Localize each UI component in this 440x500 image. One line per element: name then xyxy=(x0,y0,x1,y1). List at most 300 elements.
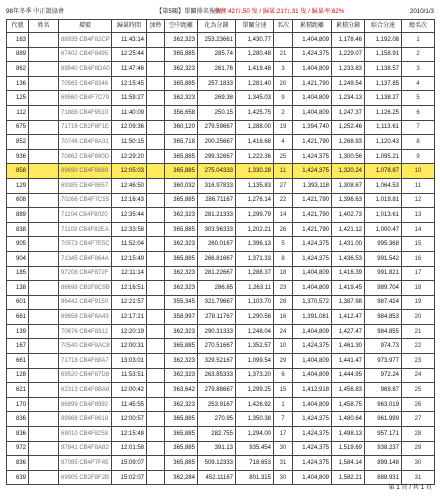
cell-time: 12:01:58 xyxy=(112,441,147,456)
cell-distance: 362,323 xyxy=(165,354,198,369)
cell-rank: 16 xyxy=(274,310,293,325)
cell-distance: 365,885 xyxy=(165,441,198,456)
cell-overall-rank: 28 xyxy=(402,427,435,442)
cell-code: 139 xyxy=(7,324,29,339)
cell-add-sec xyxy=(147,441,165,456)
cell-ring: 71104 CB4F8020 xyxy=(59,208,112,223)
cell-name xyxy=(29,470,59,485)
cell-rank: 25 xyxy=(274,149,293,164)
page-footer: 第 1 頁 / 共 1 頁 xyxy=(388,484,432,491)
cell-add-sec xyxy=(147,120,165,135)
cell-overall-speed: 969.87 xyxy=(365,383,402,398)
col-header-overall-speed: 綜合分速 xyxy=(365,20,402,33)
cell-time: 15:02:07 xyxy=(112,470,147,485)
table-row xyxy=(7,47,435,62)
cell-minutes: 200.25667 xyxy=(198,135,236,150)
cell-add-sec xyxy=(147,178,165,193)
cell-ring: 62313 CB4F8BA8 xyxy=(59,383,112,398)
col-header-minutes: 化為分鐘 xyxy=(198,20,236,33)
cell-cum-minutes: 1,461.30 xyxy=(332,339,365,354)
cell-overall-speed: 991.542 xyxy=(365,251,402,266)
cell-cum-distance: 1,412,918 xyxy=(293,383,332,398)
cell-overall-speed: 984.853 xyxy=(365,310,402,325)
cell-rank: 1 xyxy=(274,397,293,412)
cell-add-sec xyxy=(147,470,165,485)
cell-time: 12:21:57 xyxy=(112,295,147,310)
cell-code: 136 xyxy=(7,76,29,91)
cell-name xyxy=(29,397,59,412)
cell-cum-minutes: 1,480.64 xyxy=(332,412,365,427)
cell-cum-minutes: 1,444.95 xyxy=(332,368,365,383)
cell-overall-speed: 984.855 xyxy=(365,324,402,339)
cell-overall-speed: 1,137.85 xyxy=(365,76,402,91)
cell-cum-minutes: 1,300.56 xyxy=(332,149,365,164)
cell-add-sec xyxy=(147,76,165,91)
cell-time: 12:00:57 xyxy=(112,412,147,427)
cell-ring: 69010 CB4F8258 xyxy=(59,427,112,442)
cell-time: 12:15:49 xyxy=(112,251,147,266)
cell-ring: 71716 CB2F8F1E xyxy=(59,120,112,135)
cell-overall-speed: 1,138.27 xyxy=(365,91,402,106)
cell-code: 862 xyxy=(7,62,29,77)
cell-ring: 69658 CB4F8A43 xyxy=(59,310,112,325)
cell-cum-distance: 1,421,790 xyxy=(293,76,332,91)
cell-minutes: 329.52167 xyxy=(198,354,236,369)
cell-cum-minutes: 1,458.75 xyxy=(332,397,365,412)
cell-distance: 360,032 xyxy=(165,178,198,193)
cell-add-sec xyxy=(147,135,165,150)
cell-ring: 70573 CB4F7E5C xyxy=(59,237,112,252)
cell-distance: 365,885 xyxy=(165,412,198,427)
cell-distance: 363,642 xyxy=(165,383,198,398)
cell-overall-rank: 10 xyxy=(402,164,435,179)
cell-time: 12:11:14 xyxy=(112,266,147,281)
cell-time: 12:29:20 xyxy=(112,149,147,164)
cell-overall-speed: 1,078.87 xyxy=(365,164,402,179)
cell-time: 12:46:50 xyxy=(112,178,147,193)
table-row xyxy=(7,193,435,208)
cell-distance: 365,885 xyxy=(165,47,198,62)
table-row xyxy=(7,310,435,325)
cell-distance: 356,658 xyxy=(165,105,198,120)
cell-overall-speed: 961.999 xyxy=(365,412,402,427)
cell-overall-speed: 1,000.47 xyxy=(365,222,402,237)
cell-overall-rank: 22 xyxy=(402,339,435,354)
cell-rank: 10 xyxy=(274,339,293,354)
cell-code: 128 xyxy=(7,368,29,383)
cell-time: 11:43:14 xyxy=(112,33,147,48)
cell-speed: 1,416.68 xyxy=(236,135,274,150)
table-row xyxy=(7,33,435,48)
cell-overall-speed: 974.73 xyxy=(365,339,402,354)
cell-minutes: 266.81667 xyxy=(198,251,236,266)
cell-code: 905 xyxy=(7,237,29,252)
cell-overall-speed: 1,113.61 xyxy=(365,120,402,135)
cell-cum-minutes: 1,320.24 xyxy=(332,164,365,179)
cell-add-sec xyxy=(147,251,165,266)
cell-time: 12:33:58 xyxy=(112,222,147,237)
cell-rank: 5 xyxy=(274,237,293,252)
cell-cum-minutes: 1,233.83 xyxy=(332,62,365,77)
cell-cum-minutes: 1,421.12 xyxy=(332,222,365,237)
cell-overall-rank: 16 xyxy=(402,251,435,266)
cell-cum-minutes: 1,402.73 xyxy=(332,208,365,223)
table-row xyxy=(7,76,435,91)
cell-overall-rank: 20 xyxy=(402,310,435,325)
cell-name xyxy=(29,383,59,398)
cell-add-sec xyxy=(147,237,165,252)
cell-distance: 365,718 xyxy=(165,135,198,150)
cell-cum-distance: 1,404,809 xyxy=(293,62,332,77)
cell-add-sec xyxy=(147,164,165,179)
cell-overall-speed: 938.237 xyxy=(365,441,402,456)
cell-name xyxy=(29,324,59,339)
cell-overall-rank: 25 xyxy=(402,383,435,398)
cell-cum-distance: 1,421,790 xyxy=(293,208,332,223)
cell-time: 12:20:19 xyxy=(112,324,147,339)
table-row xyxy=(7,295,435,310)
cell-time: 12:00:31 xyxy=(112,339,147,354)
cell-minutes: 270.95 xyxy=(198,412,236,427)
cell-ring: 69905 CB2F8F2B xyxy=(59,470,112,485)
cell-time: 12:15:45 xyxy=(112,76,147,91)
cell-minutes: 282.755 xyxy=(198,427,236,442)
cell-name xyxy=(29,91,59,106)
cell-overall-rank: 31 xyxy=(402,470,435,485)
cell-time: 12:25:44 xyxy=(112,47,147,62)
cell-minutes: 263.85333 xyxy=(198,368,236,383)
table-row xyxy=(7,427,435,442)
cell-cum-distance: 1,404,809 xyxy=(293,281,332,296)
cell-distance: 362,323 xyxy=(165,397,198,412)
cell-name xyxy=(29,456,59,471)
cell-name xyxy=(29,222,59,237)
report-date: 2010/1/3 xyxy=(409,8,434,15)
cell-rank: 29 xyxy=(274,354,293,369)
cell-overall-rank: 2 xyxy=(402,47,435,62)
table-row xyxy=(7,441,435,456)
cell-time: 11:59:27 xyxy=(112,91,147,106)
cell-add-sec xyxy=(147,281,165,296)
cell-name xyxy=(29,412,59,427)
cell-time: 12:00:42 xyxy=(112,383,147,398)
cell-speed: 1,263.11 xyxy=(236,281,274,296)
cell-speed: 1,352.57 xyxy=(236,339,274,354)
cell-cum-distance: 1,424,375 xyxy=(293,427,332,442)
cell-cum-minutes: 1,431.00 xyxy=(332,237,365,252)
cell-name xyxy=(29,76,59,91)
cell-overall-rank: 29 xyxy=(402,441,435,456)
cell-code: 167 xyxy=(7,339,29,354)
cell-add-sec xyxy=(147,383,165,398)
cell-distance: 365,885 xyxy=(165,339,198,354)
cell-minutes: 250.15 xyxy=(198,105,236,120)
cell-overall-rank: 9 xyxy=(402,149,435,164)
cell-overall-rank: 1 xyxy=(402,33,435,48)
cell-overall-rank: 11 xyxy=(402,178,435,193)
cell-ring: 97085 CB4F7F45 xyxy=(59,456,112,471)
cell-add-sec xyxy=(147,208,165,223)
cell-cum-minutes: 1,247.37 xyxy=(332,105,365,120)
cell-cum-minutes: 1,582.21 xyxy=(332,470,365,485)
cell-cum-minutes: 1,584.14 xyxy=(332,456,365,471)
cell-code: 836 xyxy=(7,456,29,471)
cell-cum-distance: 1,404,809 xyxy=(293,91,332,106)
cell-overall-rank: 3 xyxy=(402,62,435,77)
cell-cum-distance: 1,394,740 xyxy=(293,120,332,135)
cell-overall-speed: 973.977 xyxy=(365,354,402,369)
cell-overall-rank: 4 xyxy=(402,76,435,91)
cell-cum-minutes: 1,252.46 xyxy=(332,120,365,135)
cell-code: 852 xyxy=(7,135,29,150)
cell-distance: 360,120 xyxy=(165,120,198,135)
cell-add-sec xyxy=(147,456,165,471)
table-row xyxy=(7,354,435,369)
cell-overall-rank: 15 xyxy=(402,237,435,252)
cell-overall-rank: 18 xyxy=(402,281,435,296)
table-row xyxy=(7,222,435,237)
cell-distance: 365,885 xyxy=(165,427,198,442)
cell-ring: 70862 CB4F890D xyxy=(59,149,112,164)
cell-speed: 1,426.92 xyxy=(236,397,274,412)
cell-minutes: 285.74 xyxy=(198,47,236,62)
cell-distance: 362,323 xyxy=(165,208,198,223)
report-header xyxy=(6,7,436,17)
cell-overall-rank: 23 xyxy=(402,354,435,369)
cell-distance: 362,323 xyxy=(165,33,198,48)
cell-cum-minutes: 1,249.54 xyxy=(332,76,365,91)
cell-speed: 1,299.25 xyxy=(236,383,274,398)
cell-distance: 365,885 xyxy=(165,76,198,91)
cell-name xyxy=(29,135,59,150)
cell-add-sec xyxy=(147,427,165,442)
table-row xyxy=(7,368,435,383)
table-row xyxy=(7,149,435,164)
cell-overall-speed: 1,019.81 xyxy=(365,193,402,208)
cell-overall-rank: 14 xyxy=(402,222,435,237)
cell-cum-distance: 1,424,375 xyxy=(293,47,332,62)
cell-speed: 1,396.13 xyxy=(236,237,274,252)
cell-code: 836 xyxy=(7,427,29,442)
cell-overall-speed: 1,192.08 xyxy=(365,33,402,48)
cell-code: 675 xyxy=(7,120,29,135)
cell-code: 936 xyxy=(7,149,29,164)
cell-name xyxy=(29,368,59,383)
cell-rank: 18 xyxy=(274,266,293,281)
cell-cum-distance: 1,404,809 xyxy=(293,266,332,281)
cell-cum-distance: 1,424,375 xyxy=(293,164,332,179)
cell-ring: 88935 CB4F82CP xyxy=(59,33,112,48)
table-row xyxy=(7,397,435,412)
cell-name xyxy=(29,295,59,310)
cell-cum-distance: 1,391,081 xyxy=(293,310,332,325)
cell-ring: 96442 CB4F9150 xyxy=(59,295,112,310)
cell-overall-speed: 989.704 xyxy=(365,281,402,296)
cell-speed: 1,419.48 xyxy=(236,62,274,77)
cell-code: 163 xyxy=(7,33,29,48)
table-row xyxy=(7,178,435,193)
cell-time: 11:52:04 xyxy=(112,237,147,252)
table-row xyxy=(7,383,435,398)
cell-add-sec xyxy=(147,149,165,164)
cell-cum-distance: 1,404,809 xyxy=(293,354,332,369)
cell-cum-distance: 1,404,809 xyxy=(293,105,332,120)
cell-add-sec xyxy=(147,91,165,106)
cell-rank: 23 xyxy=(274,281,293,296)
cell-cum-minutes: 1,387.98 xyxy=(332,295,365,310)
cell-distance: 362,323 xyxy=(165,91,198,106)
cell-speed: 1,350.38 xyxy=(236,412,274,427)
cell-time: 11:40:09 xyxy=(112,105,147,120)
cell-add-sec xyxy=(147,266,165,281)
cell-minutes: 290.31333 xyxy=(198,324,236,339)
cell-ring: 70540 CB4F8AC8 xyxy=(59,339,112,354)
cell-cum-distance: 1,424,375 xyxy=(293,339,332,354)
cell-speed: 1,371.33 xyxy=(236,251,274,266)
col-header-distance: 空中距離 xyxy=(165,20,198,33)
cell-rank: 24 xyxy=(274,324,293,339)
cell-overall-rank: 6 xyxy=(402,105,435,120)
cell-minutes: 316.97833 xyxy=(198,178,236,193)
cell-rank xyxy=(274,33,293,48)
cell-cum-minutes: 1,441.47 xyxy=(332,354,365,369)
table-row xyxy=(7,237,435,252)
cell-speed: 1,345.03 xyxy=(236,91,274,106)
cell-cum-distance: 1,421,790 xyxy=(293,222,332,237)
cell-ring: 89940 CB4F8DA0 xyxy=(59,62,112,77)
cell-ring: 97208 CB4F872F xyxy=(59,266,112,281)
cell-overall-speed: 957.171 xyxy=(365,427,402,442)
cell-time: 15:09:07 xyxy=(112,456,147,471)
race-stats: 參賽:42台,50 隻 / 歸巢:21台,31 隻 / 歸巢率:62% xyxy=(214,8,345,15)
cell-distance: 365,885 xyxy=(165,164,198,179)
cell-speed: 718.653 xyxy=(236,456,274,471)
cell-cum-distance: 1,404,809 xyxy=(293,33,332,48)
cell-distance: 365,885 xyxy=(165,193,198,208)
cell-speed: 1,276.14 xyxy=(236,193,274,208)
cell-speed: 1,103.70 xyxy=(236,295,274,310)
cell-speed: 1,299.79 xyxy=(236,208,274,223)
cell-overall-rank: 27 xyxy=(402,412,435,427)
cell-code: 904 xyxy=(7,251,29,266)
cell-overall-speed: 1,095.21 xyxy=(365,149,402,164)
cell-add-sec xyxy=(147,397,165,412)
cell-cum-distance: 1,424,375 xyxy=(293,456,332,471)
cell-overall-rank: 13 xyxy=(402,208,435,223)
cell-distance: 365,885 xyxy=(165,456,198,471)
cell-cum-minutes: 1,498.13 xyxy=(332,427,365,442)
cell-ring: 67402 CB4F8495 xyxy=(59,47,112,62)
cell-overall-rank: 30 xyxy=(402,456,435,471)
cell-distance: 362,323 xyxy=(165,281,198,296)
table-row xyxy=(7,164,435,179)
cell-overall-rank: 26 xyxy=(402,397,435,412)
cell-cum-minutes: 1,178.46 xyxy=(332,33,365,48)
cell-time: 11:50:15 xyxy=(112,135,147,150)
cell-name xyxy=(29,120,59,135)
cell-code: 661 xyxy=(7,354,29,369)
cell-rank: 6 xyxy=(274,368,293,383)
cell-add-sec xyxy=(147,62,165,77)
col-header-code: 代號 xyxy=(7,20,29,33)
cell-minutes: 275.04333 xyxy=(198,164,236,179)
cell-cum-minutes: 1,308.67 xyxy=(332,178,365,193)
cell-name xyxy=(29,251,59,266)
cell-cum-minutes: 1,519.69 xyxy=(332,441,365,456)
col-header-name: 姓名 xyxy=(29,20,59,33)
cell-minutes: 279.88667 xyxy=(198,383,236,398)
cell-overall-rank: 21 xyxy=(402,324,435,339)
cell-overall-speed: 899.148 xyxy=(365,456,402,471)
table-row xyxy=(7,105,435,120)
col-header-overall-rank: 總名次 xyxy=(402,20,435,33)
cell-minutes: 281.21333 xyxy=(198,208,236,223)
cell-minutes: 391.13 xyxy=(198,441,236,456)
cell-cum-minutes: 1,456.83 xyxy=(332,383,365,398)
cell-name xyxy=(29,354,59,369)
cell-distance: 362,323 xyxy=(165,62,198,77)
cell-distance: 365,885 xyxy=(165,222,198,237)
col-header-add-sec: 加秒 xyxy=(147,20,165,33)
cell-rank: 9 xyxy=(274,91,293,106)
cell-cum-distance: 1,421,790 xyxy=(293,193,332,208)
cell-add-sec xyxy=(147,354,165,369)
cell-overall-rank: 8 xyxy=(402,135,435,150)
cell-name xyxy=(29,281,59,296)
ranking-table xyxy=(6,19,435,485)
cell-ring: 86698 CB2F8C9B xyxy=(59,281,112,296)
cell-add-sec xyxy=(147,324,165,339)
table-row xyxy=(7,456,435,471)
cell-add-sec xyxy=(147,47,165,62)
cell-speed: 1,248.04 xyxy=(236,324,274,339)
cell-rank: 27 xyxy=(274,178,293,193)
cell-rank: 11 xyxy=(274,164,293,179)
cell-rank: 31 xyxy=(274,456,293,471)
cell-cum-distance: 1,424,375 xyxy=(293,441,332,456)
cell-cum-minutes: 1,229.07 xyxy=(332,47,365,62)
cell-code: 889 xyxy=(7,47,29,62)
cell-distance: 362,323 xyxy=(165,324,198,339)
cell-rank: 19 xyxy=(274,120,293,135)
cell-name xyxy=(29,310,59,325)
cell-cum-distance: 1,424,375 xyxy=(293,237,332,252)
cell-speed: 801.315 xyxy=(236,470,274,485)
cell-rank: 7 xyxy=(274,412,293,427)
cell-cum-minutes: 1,396.63 xyxy=(332,193,365,208)
cell-minutes: 321.79667 xyxy=(198,295,236,310)
cell-add-sec xyxy=(147,368,165,383)
cell-name xyxy=(29,178,59,193)
cell-time: 12:05:03 xyxy=(112,164,147,179)
cell-cum-distance: 1,424,375 xyxy=(293,251,332,266)
cell-speed: 1,294.00 xyxy=(236,427,274,442)
cell-overall-speed: 1,126.25 xyxy=(365,105,402,120)
cell-ring: 86899 CB4F8992 xyxy=(59,397,112,412)
cell-name xyxy=(29,47,59,62)
cell-code: 972 xyxy=(7,441,29,456)
table-row xyxy=(7,208,435,223)
cell-minutes: 253.23661 xyxy=(198,33,236,48)
cell-rank: 8 xyxy=(274,251,293,266)
table-row xyxy=(7,120,435,135)
col-header-time: 歸巢時間 xyxy=(112,20,147,33)
cell-speed: 1,290.56 xyxy=(236,310,274,325)
cell-add-sec xyxy=(147,105,165,120)
cell-ring: 97841 CB4F8A82 xyxy=(59,441,112,456)
cell-cum-distance: 1,424,375 xyxy=(293,412,332,427)
cell-cum-minutes: 1,234.13 xyxy=(332,91,365,106)
